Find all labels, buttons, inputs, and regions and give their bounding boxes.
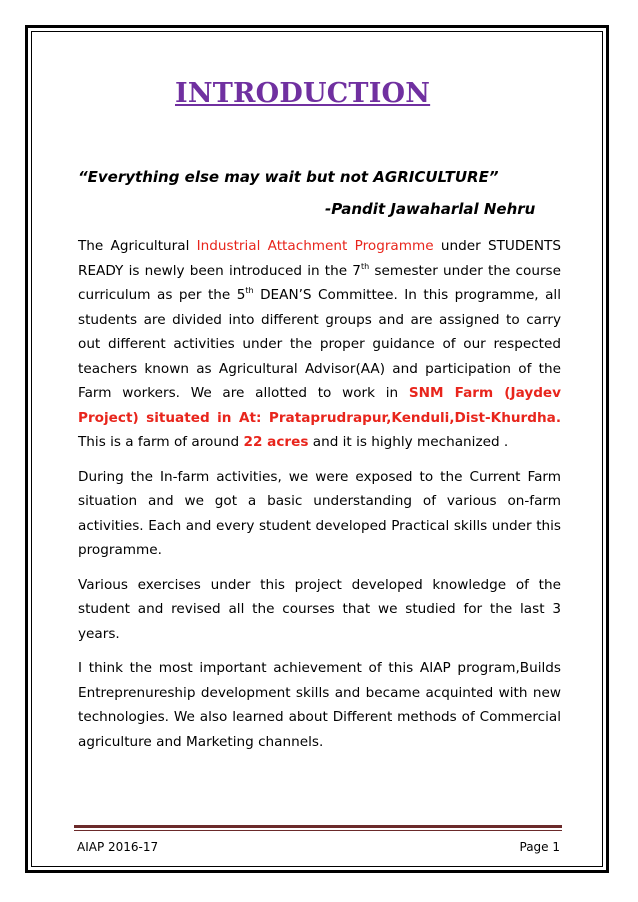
p1-superscript-2: th — [245, 286, 254, 295]
p1-text-6: and it is highly mechanized . — [308, 434, 509, 450]
p1-text-2: under STUDENTS READY is newly been introduced in the 7 — [78, 238, 561, 279]
page-number: Page 1 — [519, 840, 560, 854]
paragraph-4: I think the most important achievement of this AIAP program,Builds Entreprenureship development skills and became acquinted with new technologies. We also learned about Different methods of Commercial agriculture and Marketing channels. — [78, 660, 561, 750]
paragraph-2: During the In-farm activities, we were exposed to the Current Farm situation and we got a basic understanding of various on-farm activities. Each and every student developed Practical skills under this programme. — [78, 468, 561, 558]
quote-text: “Everything else may wait but not AGRICULTURE” — [78, 168, 499, 186]
paragraph-3: Various exercises under this project developed knowledge of the student and revised all the courses that we studied for the last 3 years. — [78, 576, 561, 642]
footer-rule-thick — [74, 825, 562, 828]
paragraph-1 — [78, 234, 561, 455]
footer-label: AIAP 2016-17 — [77, 840, 159, 854]
p1-highlight-farm-location: SNM Farm (Jaydev Project) situated in At: Prataprudrapur,Kenduli,Dist-Khurdha. — [78, 385, 562, 426]
footer-rule-thin — [74, 830, 562, 831]
quote-author: -Pandit Jawaharlal Nehru — [325, 200, 536, 218]
p1-highlight-programme: Industrial Attachment Programme — [196, 238, 434, 254]
p1-text-4: DEAN’S Committee. In this programme, all students are divided into different groups and are assigned to carry out different activities under the proper guidance of our respected teachers known as Agricultural Advisor(AA) and participation of the Farm workers. We are allotted to work in — [78, 287, 561, 401]
p1-text-5: This is a farm of around — [78, 434, 244, 450]
document-body — [78, 234, 561, 764]
p1-superscript-1: th — [360, 261, 370, 271]
p1-highlight-acres: 22 acres — [243, 434, 309, 450]
p1-text-3: semester under the course curriculum as per the 5 — [78, 262, 562, 303]
p1-text-1: The Agricultural — [78, 238, 197, 254]
page-title: INTRODUCTION — [175, 78, 431, 109]
